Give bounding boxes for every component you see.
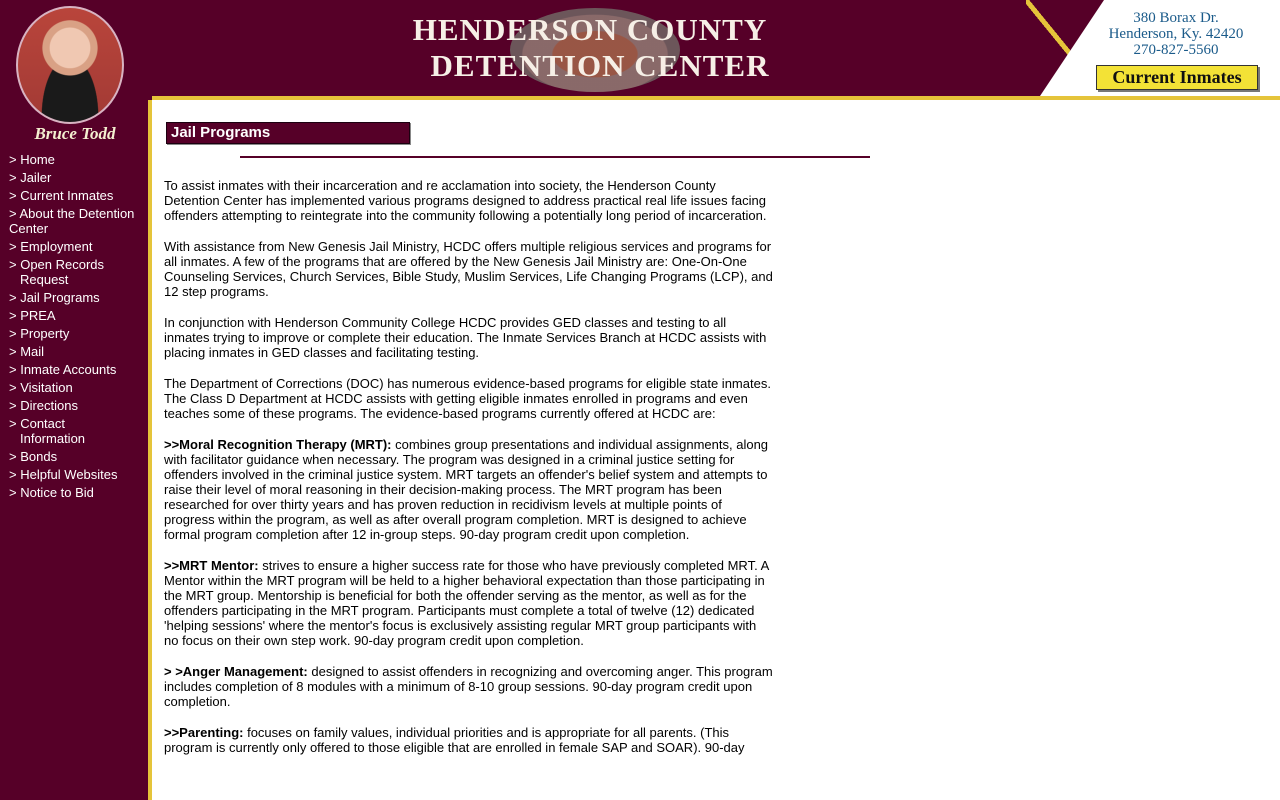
sidebar-gold-rule [148,100,152,800]
sidebar-item-property[interactable]: > Property [9,326,70,341]
sidebar-item-jail-programs[interactable]: > Jail Programs [9,290,100,305]
ged-paragraph: In conjunction with Henderson Community College HCDC provides GED classes and testing to all inmates trying to improve or complete their education. The Inmate Services Branch at HCDC assists with placing inmates in GED classes and facilitating testing. [164,315,767,360]
address-city: Henderson, Ky. 42420 [1108,26,1244,42]
sidebar-item-notice-to-bid[interactable]: > Notice to Bid [9,485,94,500]
programs-text [164,178,774,771]
address-block [1090,10,1262,58]
header-gold-rule [148,96,1280,100]
sidebar-item-jailer[interactable]: > Jailer [9,170,52,185]
sidebar-item-open-records[interactable]: > Open Records Request [9,257,105,287]
sidebar-item-mail[interactable]: > Mail [9,344,45,359]
parenting-paragraph: >>Parenting: focuses on family values, individual priorities and is appropriate for all parents. (This program is currently only offered to those eligible that are enrolled in female SAP and SOAR). 90-day [164,725,745,755]
sidebar-item-home[interactable]: > Home [9,152,55,167]
intro-paragraph: To assist inmates with their incarceration and re acclamation into society, the Henderson County Detention Center has implemented various programs designed to address practical real life issues facing offenders attempting to reintegrate into the community following a potentially long period of incarceration. [164,178,767,223]
mrt-heading: >>Moral Recognition Therapy (MRT): [164,437,392,452]
doc-paragraph: The Department of Corrections (DOC) has numerous evidence-based programs for eligible state inmates. The Class D Department at HCDC assists with getting eligible inmates enrolled in programs and even teaches some of these programs. The evidence-based programs currently offered at HCDC are: [164,376,771,421]
mentor-paragraph: >>MRT Mentor: strives to ensure a higher success rate for those who have previously completed MRT. A Mentor within the MRT program will be held to a higher behavioral expectation than those participating in the MRT group. Mentorship is beneficial for both the offender serving as the mentor, as well as for the offenders participating in the MRT program. Participants must complete a total of twelve (12) dedicated 'helping sessions' where the mentor's focus is exclusively assisting regular MRT group participants with no focus on their own step work. 90-day program credit upon completion. [164,558,769,648]
sidebar-item-directions[interactable]: > Directions [9,398,78,413]
sidebar-item-visitation[interactable]: > Visitation [9,380,73,395]
site-title-line2: DETENTION CENTER [430,48,770,83]
ministry-paragraph: With assistance from New Genesis Jail Ministry, HCDC offers multiple religious services and programs for all inmates. A few of the programs that are offered by the New Genesis Jail Ministry are: One-On-One Counseling Services, Church Services, Bible Study, Muslim Services, Life Changing Programs (LCP), and 12 step programs. [164,239,773,299]
jailer-portrait [16,6,124,124]
section-title: Jail Programs [166,122,410,144]
section-divider [240,156,870,158]
sidebar-item-prea[interactable]: > PREA [9,308,56,323]
address-phone: 270-827-5560 [1133,42,1219,58]
anger-heading: > >Anger Management: [164,664,308,679]
sidebar [0,150,148,800]
sidebar-item-employment[interactable]: > Employment [9,239,93,254]
sidebar-nav [9,152,147,503]
site-title [380,6,800,92]
address-street: 380 Borax Dr. [1133,10,1219,26]
sidebar-item-helpful-websites[interactable]: > Helpful Websites [9,467,118,482]
mentor-heading: >>MRT Mentor: [164,558,259,573]
parenting-heading: >>Parenting: [164,725,244,740]
site-title-line1: HENDERSON COUNTY [412,12,768,47]
sidebar-item-contact[interactable]: > Contact Information [9,416,86,446]
jailer-signature: Bruce Todd [34,124,116,143]
current-inmates-button[interactable]: Current Inmates [1096,65,1258,90]
sidebar-item-about[interactable]: > About the Detention Center [9,206,135,236]
mrt-paragraph: >>Moral Recognition Therapy (MRT): combines group presentations and individual assignments, along with facilitator guidance when necessary. The program was designed in a criminal justice setting for offenders involved in the criminal justice system. MRT targets an offender's belief system and attempts to raise their level of moral reasoning in their decision-making process. The MRT program has been researched for over thirty years and has proven reduction in recidivism levels at multiple points of progress within the program, as well as after overall program completion. MRT is designed to achieve formal program completion after 12 in-group steps. 90-day program credit upon completion. [164,437,769,542]
sidebar-item-current-inmates[interactable]: > Current Inmates [9,188,114,203]
sidebar-item-inmate-accounts[interactable]: > Inmate Accounts [9,362,117,377]
anger-paragraph: > >Anger Management: designed to assist offenders in recognizing and overcoming anger. This program includes completion of 8 modules with a minimum of 8-10 group sessions. 90-day program credit upon completion. [164,664,773,709]
jailer-portrait-area [0,0,152,150]
sidebar-item-bonds[interactable]: > Bonds [9,449,58,464]
